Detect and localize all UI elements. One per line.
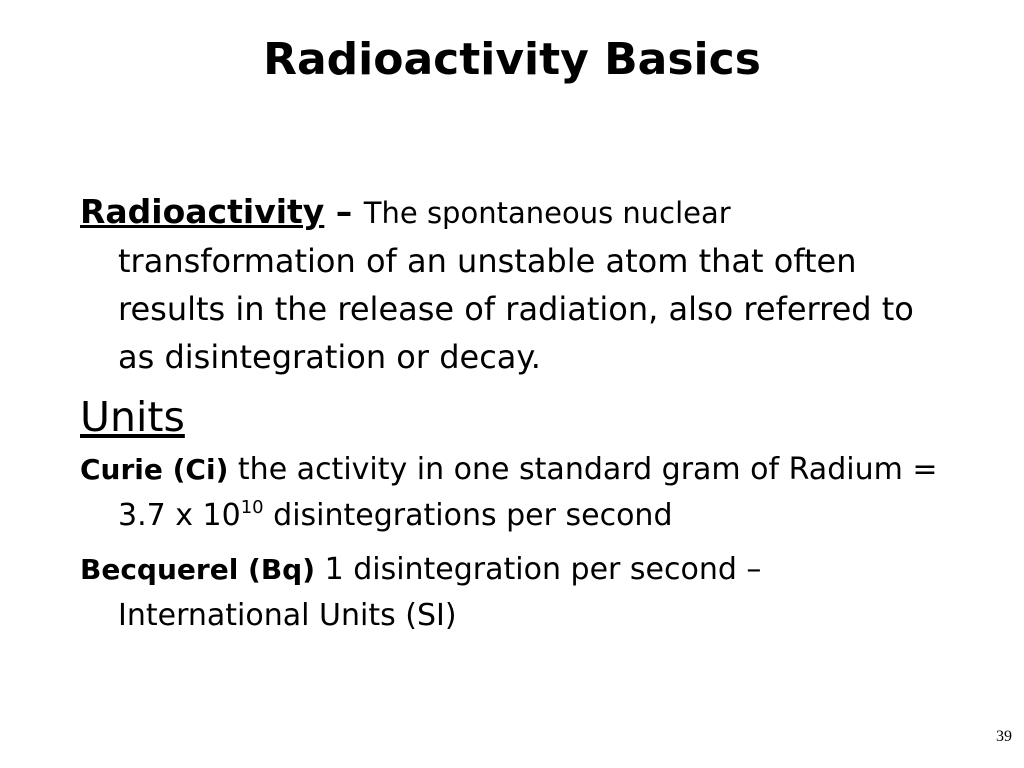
unit-term: Curie (Ci): [80, 453, 229, 486]
unit-entry-becquerel: [80, 547, 960, 639]
units-heading: Units: [80, 393, 185, 441]
page-number: 39: [996, 728, 1012, 745]
definition-text: transformation of an unstable atom that often results in the release of radiation, also referred to as disintegration or decay.: [118, 242, 914, 376]
unit-term: Becquerel (Bq): [80, 553, 316, 586]
unit-description: the activity in one standard gram of Radium = 3.7 x 10: [118, 452, 938, 533]
definition-separator: –: [324, 192, 364, 231]
unit-description-continued: disintegrations per second: [263, 498, 673, 533]
definition-lead: The spontaneous nuclear: [363, 196, 731, 230]
radioactivity-definition: [80, 188, 960, 381]
slide-title: Radioactivity Basics: [263, 34, 761, 85]
slide-body: [80, 188, 960, 639]
exponent: 10: [240, 497, 264, 518]
unit-description: 1 disintegration per second – International Units (SI): [118, 552, 762, 633]
definition-term: Radioactivity: [80, 192, 325, 231]
unit-entry-curie: [80, 447, 960, 539]
